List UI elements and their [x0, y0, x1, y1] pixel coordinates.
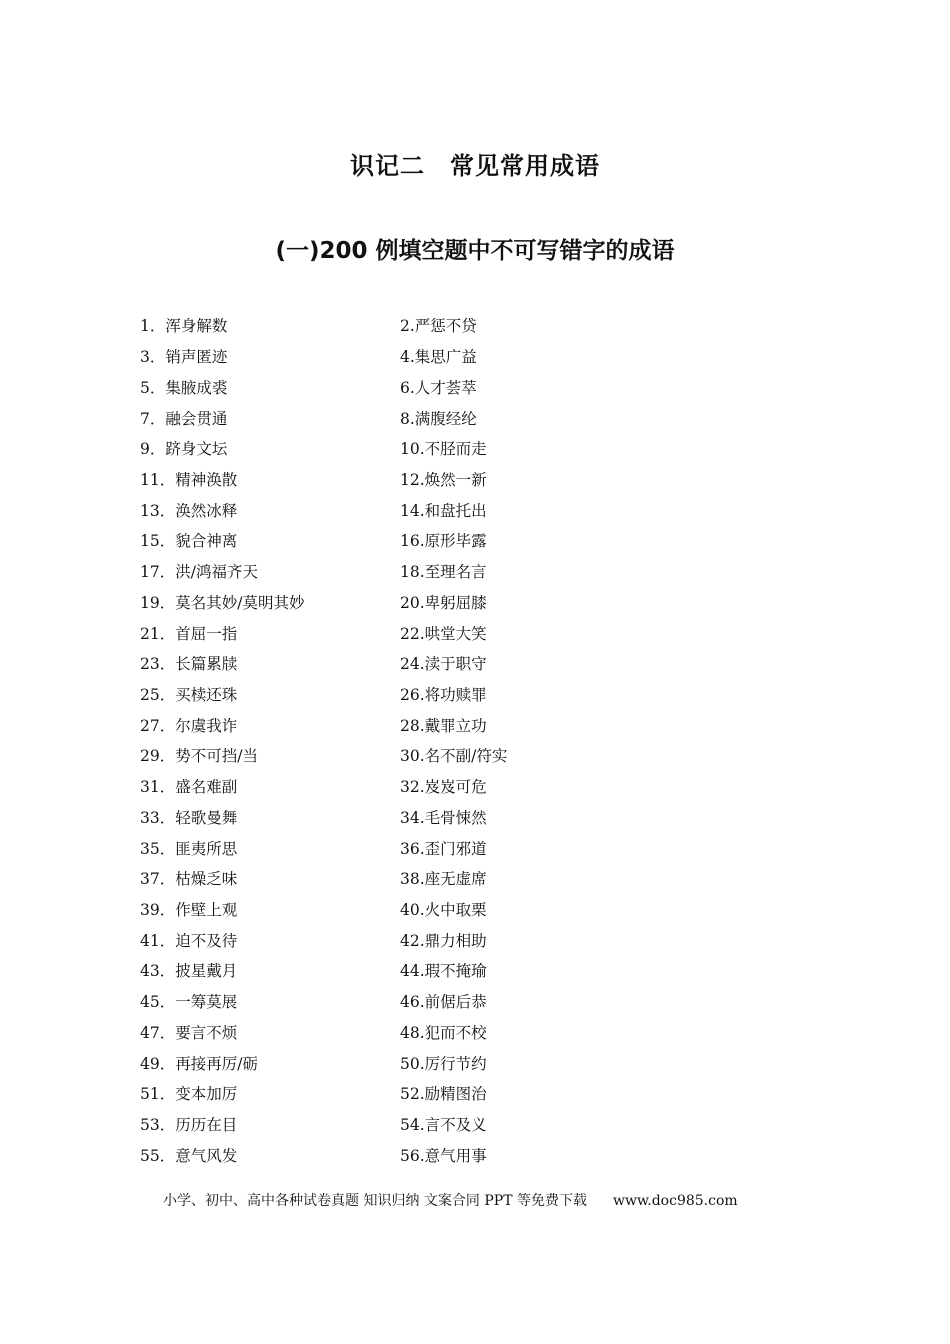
idiom-left: 37．枯燥乏味	[140, 870, 238, 889]
idiom-row	[140, 740, 840, 771]
idiom-left: 35．匪夷所思	[140, 839, 238, 858]
idiom-right: 14.和盘托出	[400, 501, 487, 520]
idiom-right: 42.鼎力相助	[400, 931, 487, 950]
idiom-left: 41．迫不及待	[140, 931, 238, 950]
idiom-row	[140, 1078, 840, 1109]
idiom-left: 13．涣然冰释	[140, 501, 238, 520]
idiom-left: 21．首屈一指	[140, 624, 238, 643]
idiom-left: 17．洪/鸿福齐天	[140, 563, 258, 582]
idiom-right: 10.不胫而走	[400, 440, 487, 459]
idiom-right: 28.戴罪立功	[400, 716, 487, 735]
idiom-left: 3．销声匿迹	[140, 348, 228, 367]
idiom-row	[140, 986, 840, 1017]
idiom-right: 18.至理名言	[400, 563, 487, 582]
idiom-left: 43．披星戴月	[140, 962, 238, 981]
idiom-left: 19．莫名其妙/莫明其妙	[140, 593, 305, 612]
idiom-row	[140, 310, 840, 341]
idiom-left: 39．作壁上观	[140, 901, 238, 920]
idiom-right: 54.言不及义	[400, 1116, 487, 1135]
idiom-right: 52.励精图治	[400, 1085, 487, 1104]
idiom-right: 24.渎于职守	[400, 655, 487, 674]
idiom-right: 32.岌岌可危	[400, 778, 487, 797]
idiom-row	[140, 924, 840, 955]
idiom-left: 29．势不可挡/当	[140, 747, 258, 766]
idiom-right: 38.座无虚席	[400, 870, 487, 889]
idiom-row	[140, 1139, 840, 1170]
idiom-right: 48.犯而不校	[400, 1023, 487, 1042]
idiom-left: 51．变本加厉	[140, 1085, 238, 1104]
idiom-left: 49．再接再厉/砺	[140, 1054, 258, 1073]
idiom-right: 30.名不副/符实	[400, 747, 508, 766]
idiom-left: 33．轻歌曼舞	[140, 808, 238, 827]
idiom-right: 56.意气用事	[400, 1146, 487, 1165]
idiom-right: 4.集思广益	[400, 348, 477, 367]
idiom-right: 26.将功赎罪	[400, 685, 487, 704]
idiom-row	[140, 771, 840, 802]
idiom-left: 11．精神涣散	[140, 470, 238, 489]
idiom-right: 8.满腹经纶	[400, 409, 477, 428]
idiom-right: 40.火中取栗	[400, 901, 487, 920]
footer-text: 小学、初中、高中各种试卷真题 知识归纳 文案合同 PPT 等免费下载	[163, 1193, 587, 1209]
idiom-left: 1．浑身解数	[140, 317, 228, 336]
idiom-left: 25．买椟还珠	[140, 685, 238, 704]
idiom-row	[140, 1109, 840, 1140]
idiom-left: 23．长篇累牍	[140, 655, 238, 674]
idiom-row	[140, 648, 840, 679]
idiom-left: 9．跻身文坛	[140, 440, 228, 459]
idiom-left: 27．尔虞我诈	[140, 716, 238, 735]
idiom-right: 2.严惩不贷	[400, 317, 477, 336]
idiom-left: 31．盛名难副	[140, 778, 238, 797]
idiom-row	[140, 955, 840, 986]
idiom-row	[140, 617, 840, 648]
idiom-right: 20.卑躬屈膝	[400, 593, 487, 612]
idiom-row	[140, 556, 840, 587]
idiom-right: 12.焕然一新	[400, 470, 487, 489]
idiom-row	[140, 464, 840, 495]
idiom-row	[140, 371, 840, 402]
section-subtitle: (一)200 例填空题中不可写错字的成语	[275, 238, 675, 264]
idiom-right: 46.前倨后恭	[400, 993, 487, 1012]
idiom-right: 16.原形毕露	[400, 532, 487, 551]
idiom-left: 45．一筹莫展	[140, 993, 238, 1012]
idiom-row	[140, 1047, 840, 1078]
idiom-left: 53．历历在目	[140, 1116, 238, 1135]
idiom-row	[140, 402, 840, 433]
idiom-row	[140, 863, 840, 894]
idiom-left: 55．意气风发	[140, 1146, 238, 1165]
idiom-right: 22.哄堂大笑	[400, 624, 487, 643]
idiom-row	[140, 341, 840, 372]
idiom-row	[140, 494, 840, 525]
idiom-right: 36.歪门邪道	[400, 839, 487, 858]
idiom-row	[140, 433, 840, 464]
idiom-right: 6.人才荟萃	[400, 378, 477, 397]
idiom-list	[140, 310, 840, 1170]
idiom-row	[140, 679, 840, 710]
idiom-left: 7．融会贯通	[140, 409, 228, 428]
idiom-row	[140, 802, 840, 833]
idiom-row	[140, 1017, 840, 1048]
page-title: 识记二 常见常用成语	[350, 152, 600, 180]
idiom-left: 5．集腋成裘	[140, 378, 228, 397]
idiom-right: 50.厉行节约	[400, 1054, 487, 1073]
idiom-left: 47．要言不烦	[140, 1023, 238, 1042]
idiom-row	[140, 894, 840, 925]
idiom-row	[140, 586, 840, 617]
idiom-row	[140, 832, 840, 863]
idiom-row	[140, 709, 840, 740]
idiom-right: 44.瑕不掩瑜	[400, 962, 487, 981]
footer-site-link[interactable]: www.doc985.com	[612, 1193, 738, 1209]
footer	[163, 1190, 823, 1210]
idiom-right: 34.毛骨悚然	[400, 808, 487, 827]
idiom-left: 15．貌合神离	[140, 532, 238, 551]
idiom-row	[140, 525, 840, 556]
